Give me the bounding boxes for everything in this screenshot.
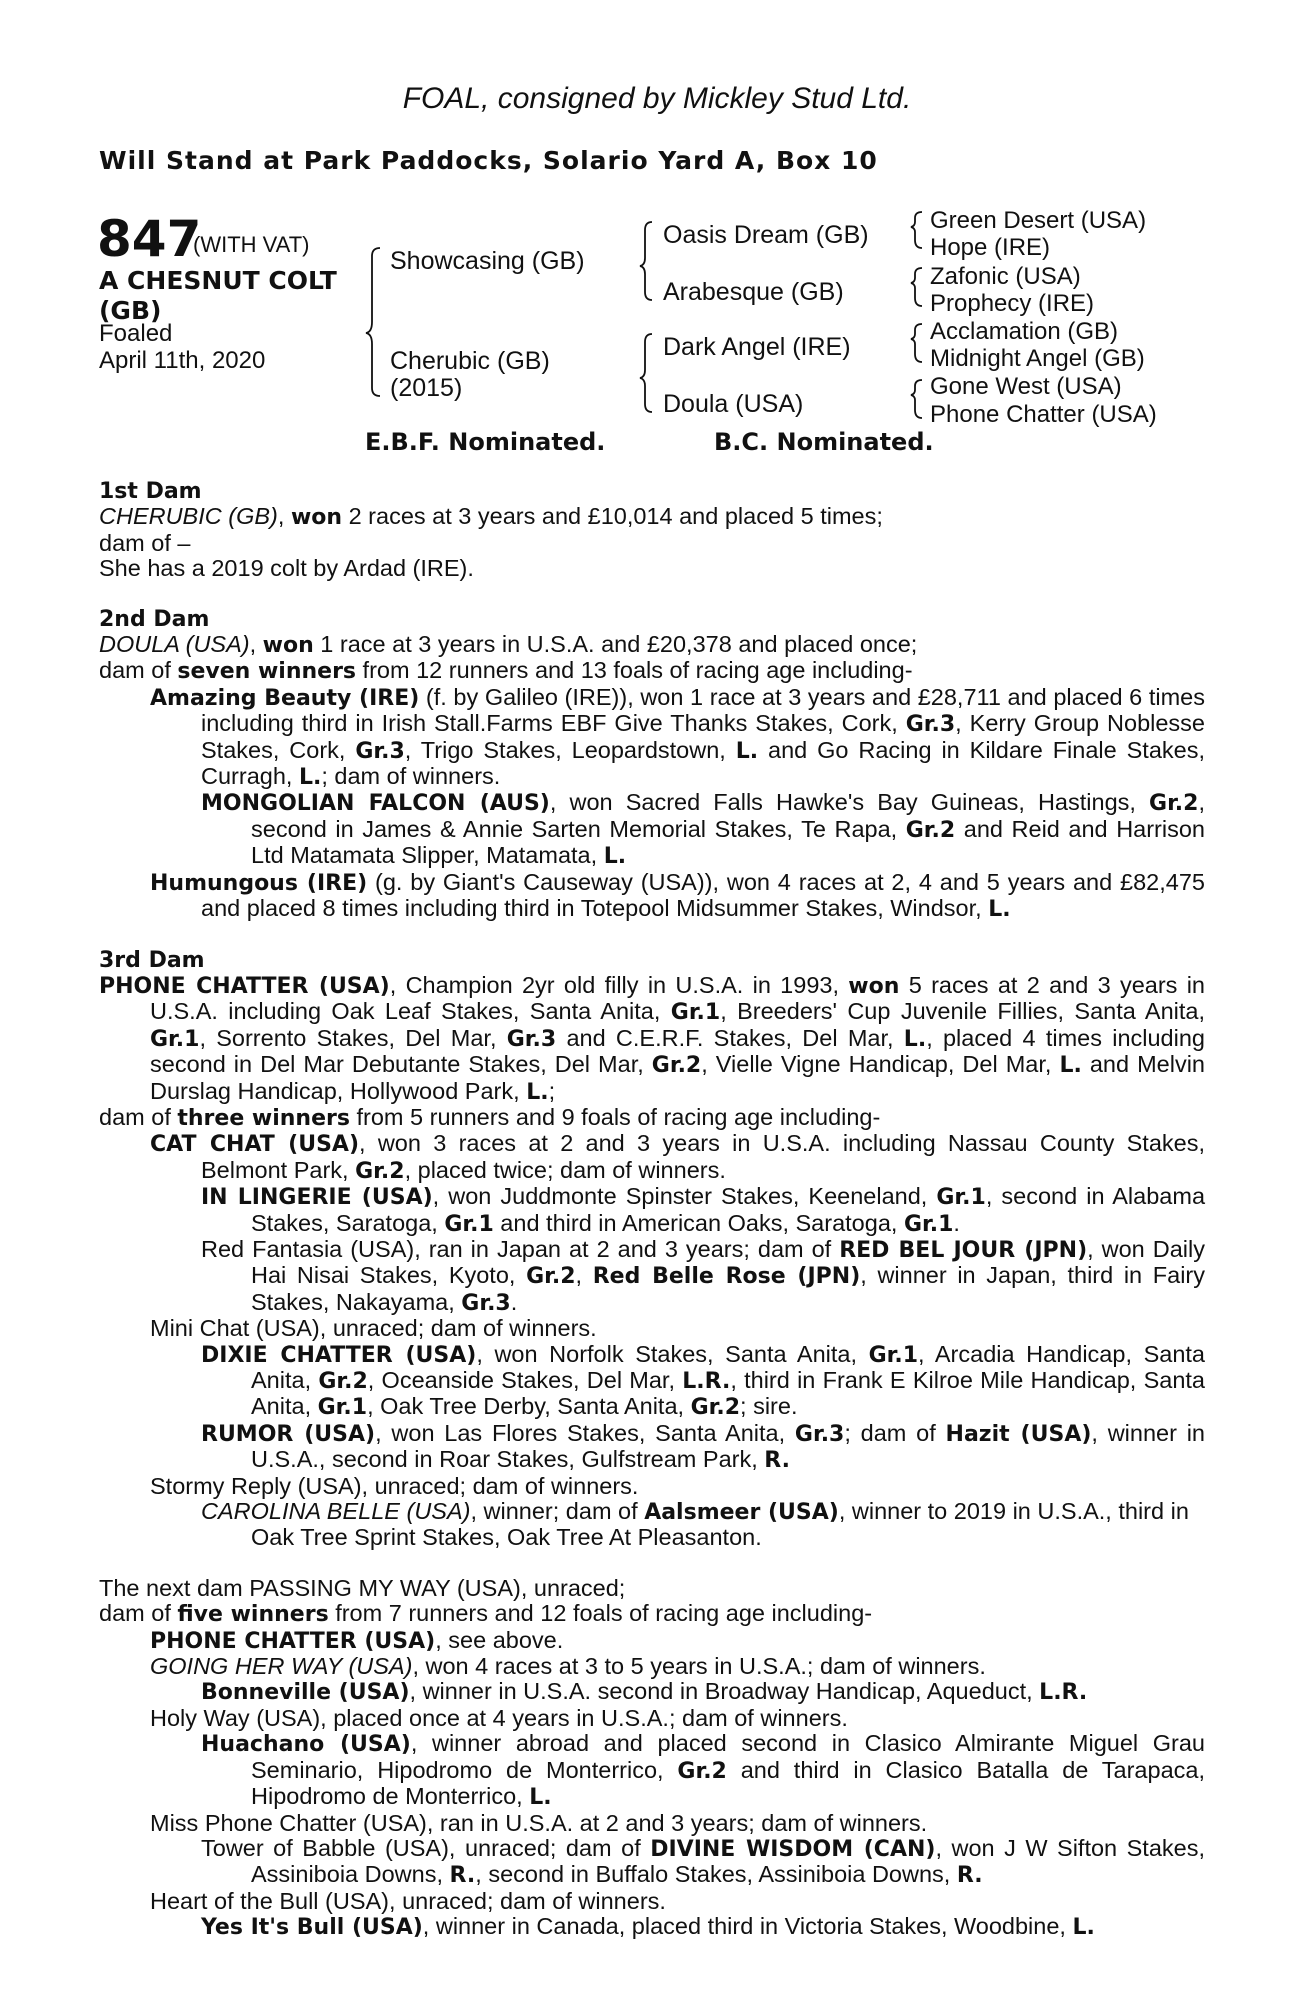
next-dam-runner-going-her-way: GOING HER WAY (USA), won 4 races at 3 to 5 years in U.S.A.; dam of winners.	[150, 1653, 986, 1680]
next-dam-runner-heart-of-the-bull: Heart of the Bull (USA), unraced; dam of winners.	[150, 1887, 666, 1914]
second-dam-won: won	[262, 633, 314, 659]
next-dam-runner-bonneville: Bonneville (USA), winner in U.S.A. second in Broadway Handicap, Aqueduct, L.R.	[201, 1678, 1088, 1706]
next-dam-runner-miss-phone-chatter: Miss Phone Chatter (USA), ran in U.S.A. at 2 and 3 years; dam of winners.	[150, 1809, 928, 1836]
page-title: FOAL, consigned by Mickley Stud Ltd.	[402, 82, 912, 115]
first-dam-name: CHERUBIC (GB)	[99, 503, 278, 530]
runner-name: Amazing Beauty (IRE)	[150, 685, 420, 711]
first-dam-produce: She has a 2019 colt by Ardad (IRE).	[99, 555, 474, 582]
first-dam-heading: 1st Dam	[99, 479, 202, 504]
pedigree-dam: Cherubic (GB)	[390, 347, 550, 375]
next-dam-runner-holy-way: Holy Way (USA), placed once at 4 years in U.S.A.; dam of winners.	[150, 1704, 848, 1731]
runner-name: CAROLINA BELLE (USA)	[201, 1498, 471, 1525]
third-dam-name: PHONE CHATTER (USA)	[99, 973, 390, 999]
third-dam-runner-red-fantasia: Red Fantasia (USA), ran in Japan at 2 and 3 years; dam of RED BEL JOUR (JPN), won Daily Hai Nisai Stakes, Kyoto, Gr.2, Red Belle Rose (JPN), winner in Japan, third in Fairy Stakes, Nakayama, Gr.3.	[201, 1235, 1205, 1316]
next-dam-runner-phone-chatter: PHONE CHATTER (USA), see above.	[150, 1626, 564, 1654]
runner-name: MONGOLIAN FALCON (AUS)	[201, 791, 550, 817]
pedigree-g5: Acclamation (GB)	[930, 318, 1119, 345]
first-dam-record: CHERUBIC (GB), won 2 races at 3 years and £10,014 and placed 5 times;	[99, 503, 883, 531]
second-dam-heading: 2nd Dam	[99, 606, 210, 632]
runner-name: RUMOR (USA)	[201, 1421, 376, 1447]
next-dam-runner-huachano: Huachano (USA), winner abroad and placed second in Clasico Almirante Miguel Grau Seminario, Hipodromo de Monterrico, Gr.2 and third in Clasico Batalla de Tarapaca, Hipodromo de Monterrico, L.	[201, 1730, 1205, 1811]
pedigree-g8: Phone Chatter (USA)	[930, 401, 1157, 428]
second-dam-name: DOULA (USA)	[99, 631, 250, 658]
runner-name: Yes It's Bull (USA)	[201, 1915, 423, 1941]
second-dam-record: DOULA (USA), won 1 race at 3 years in U.S.A. and £20,378 and placed once;	[99, 631, 918, 659]
runner-name: Bonneville (USA)	[201, 1680, 410, 1706]
lot-number: 847	[97, 210, 202, 268]
pedigree-sire-sire: Oasis Dream (GB)	[663, 221, 869, 249]
pedigree-g4: Prophecy (IRE)	[930, 290, 1095, 317]
pedigree-dam-year: (2015)	[390, 374, 463, 402]
third-dam-runner-mini-chat: Mini Chat (USA), unraced; dam of winners.	[150, 1315, 597, 1342]
lot-description-text: A CHESNUT COLT	[99, 266, 337, 295]
foaled-date: April 11th, 2020	[99, 347, 266, 374]
venue-line: Will Stand at Park Paddocks, Solario Yard A, Box 10	[99, 146, 878, 175]
third-dam-heading: 3rd Dam	[99, 947, 205, 973]
next-dam-runner-yes-its-bull: Yes It's Bull (USA), winner in Canada, placed third in Victoria Stakes, Woodbine, L.	[201, 1913, 1095, 1941]
pedigree-dam-sire: Dark Angel (IRE)	[663, 333, 851, 361]
runner-name: Humungous (IRE)	[150, 870, 368, 896]
pedigree-dam-dam: Doula (USA)	[663, 390, 804, 418]
third-dam-runner-dixie-chatter: DIXIE CHATTER (USA), won Norfolk Stakes, Santa Anita, Gr.1, Arcadia Handicap, Santa Anita, Gr.2, Oceanside Stakes, Del Mar, L.R., third in Frank E Kilroe Mile Handicap, Santa Anita, Gr.1, Oak Tree Derby, Santa Anita, Gr.2; sire.	[201, 1340, 1205, 1421]
pedigree-sire-dam: Arabesque (GB)	[663, 278, 844, 306]
runner-name: Huachano (USA)	[201, 1732, 411, 1758]
third-dam-runner-rumor: RUMOR (USA), won Las Flores Stakes, Santa Anita, Gr.3; dam of Hazit (USA), winner in U.S.A., second in Roar Stakes, Gulfstream Park, R.	[201, 1419, 1206, 1474]
lot-description-country: (GB)	[99, 296, 162, 325]
second-dam-runner-amazing-beauty: Amazing Beauty (IRE) (f. by Galileo (IRE)), won 1 race at 3 years and £28,711 and placed 6 times including third in Irish Stall.Farms EBF Give Thanks Stakes, Cork, Gr.3, Kerry Group Noblesse Stakes, Cork, Gr.3, Trigo Stakes, Leopardstown, L. and Go Racing in Kildare Finale Stakes, Curragh, L.; dam of winners.	[150, 683, 1206, 791]
ebf-nomination: E.B.F. Nominated.	[365, 428, 606, 456]
pedigree-g2: Hope (IRE)	[930, 234, 1051, 261]
next-dam-winners: five winners	[177, 1602, 329, 1628]
next-dam-dam-of: dam of five winners from 7 runners and 12 foals of racing age including-	[99, 1600, 873, 1628]
pedigree-g3: Zafonic (USA)	[930, 263, 1081, 290]
third-dam-runner-stormy-reply: Stormy Reply (USA), unraced; dam of winners.	[150, 1472, 639, 1499]
runner-name: CAT CHAT (USA)	[150, 1132, 360, 1158]
second-dam-text: 1 race at 3 years in U.S.A. and £20,378 and placed once;	[313, 631, 918, 658]
runner-name: PHONE CHATTER (USA)	[150, 1628, 436, 1654]
second-dam-winners: seven winners	[177, 659, 357, 685]
second-dam-runner-humungous: Humungous (IRE) (g. by Giant's Causeway (USA)), won 4 races at 2, 4 and 5 years and £82,475 and placed 8 times including third in Totepool Midsummer Stakes, Windsor, L.	[150, 868, 1205, 923]
vat-note: (WITH VAT)	[193, 232, 310, 257]
runner-name: DIXIE CHATTER (USA)	[201, 1342, 477, 1368]
runner-name: IN LINGERIE (USA)	[201, 1185, 433, 1211]
pedigree-sire: Showcasing (GB)	[390, 247, 585, 275]
pedigree-g6: Midnight Angel (GB)	[930, 345, 1145, 372]
next-dam-runner-tower-of-babble: Tower of Babble (USA), unraced; dam of DIVINE WISDOM (CAN), won J W Sifton Stakes, Assiniboia Downs, R., second in Buffalo Stakes, Assiniboia Downs, R.	[201, 1834, 1205, 1889]
second-dam-dam-of: dam of seven winners from 12 runners and 13 foals of racing age including-	[99, 657, 913, 685]
bc-nomination: B.C. Nominated.	[714, 428, 934, 456]
second-dam-runner-mongolian-falcon: MONGOLIAN FALCON (AUS), won Sacred Falls Hawke's Bay Guineas, Hastings, Gr.2, second in James & Annie Sarten Memorial Stakes, Te Rapa, Gr.2 and Reid and Harrison Ltd Matamata Slipper, Matamata, L.	[201, 789, 1205, 870]
runner-name: GOING HER WAY (USA)	[150, 1653, 413, 1680]
third-dam-runner-carolina-belle: CAROLINA BELLE (USA), winner; dam of Aalsmeer (USA), winner to 2019 in U.S.A., third in Oak Tree Sprint Stakes, Oak Tree At Pleasanton.	[201, 1498, 1189, 1551]
first-dam-won: won	[290, 505, 343, 531]
third-dam-record: PHONE CHATTER (USA), Champion 2yr old filly in U.S.A. in 1993, won 5 races at 2 and 3 years in U.S.A. including Oak Leaf Stakes, Santa Anita, Gr.1, Breeders' Cup Juvenile Fillies, Santa Anita, Gr.1, Sorrento Stakes, Del Mar, Gr.3 and C.E.R.F. Stakes, Del Mar, L., placed 4 times including second in Del Mar Debutante Stakes, Del Mar, Gr.2, Vielle Vigne Handicap, Del Mar, L. and Melvin Durslag Handicap, Hollywood Park, L.;	[99, 971, 1205, 1105]
foaled-label: Foaled	[99, 320, 173, 347]
pedigree-g7: Gone West (USA)	[930, 373, 1122, 400]
first-dam-text: 2 races at 3 years and £10,014 and placed 5 times;	[342, 503, 883, 530]
first-dam-dam-of: dam of –	[99, 529, 191, 556]
third-dam-runner-cat-chat: CAT CHAT (USA), won 3 races at 2 and 3 years in U.S.A. including Nassau County Stakes, Belmont Park, Gr.2, placed twice; dam of winners.	[150, 1130, 1205, 1184]
third-dam-runner-in-lingerie: IN LINGERIE (USA), won Juddmonte Spinster Stakes, Keeneland, Gr.1, second in Alabama Stakes, Saratoga, Gr.1 and third in American Oaks, Saratoga, Gr.1.	[201, 1183, 1206, 1237]
pedigree-g1: Green Desert (USA)	[930, 207, 1147, 234]
catalogue-body	[99, 479, 1205, 1941]
next-dam-intro: The next dam PASSING MY WAY (USA), unraced;	[99, 1574, 626, 1601]
third-dam-winners: three winners	[177, 1105, 350, 1131]
third-dam-dam-of: dam of three winners from 5 runners and 9 foals of racing age including-	[99, 1103, 881, 1131]
